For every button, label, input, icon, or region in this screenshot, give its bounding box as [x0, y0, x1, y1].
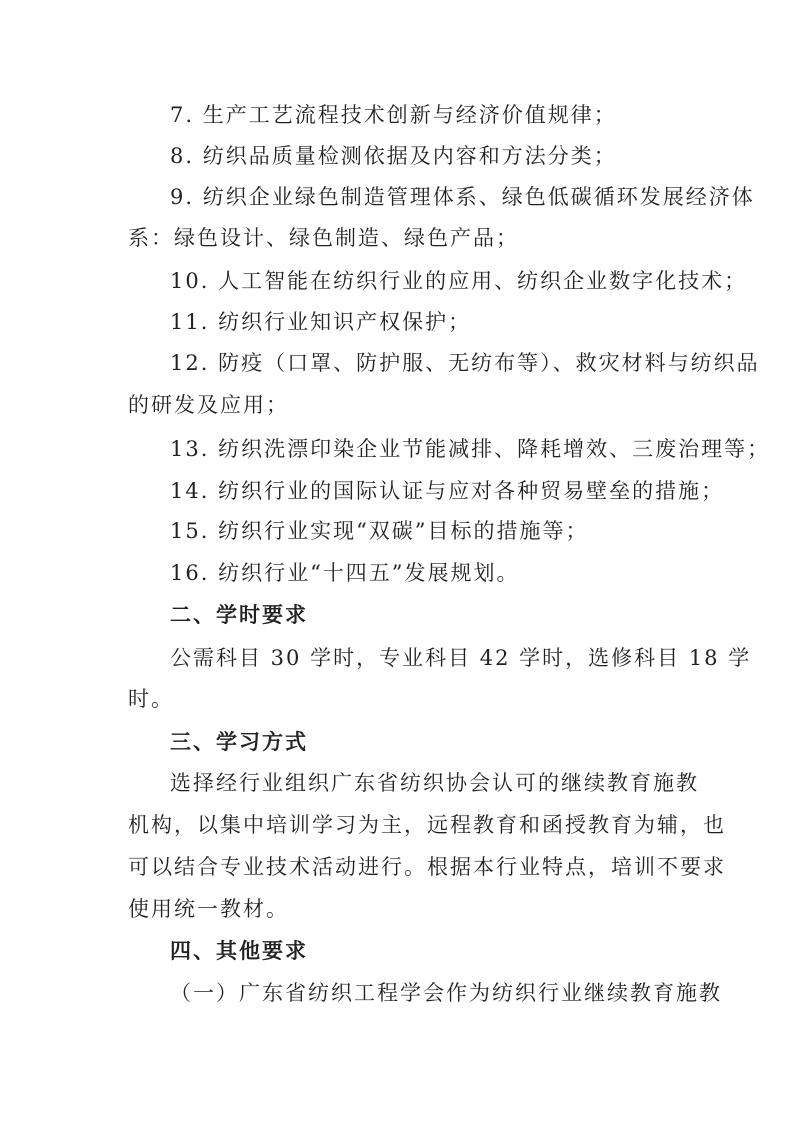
section-heading-study-hours: 二、学时要求 [170, 603, 308, 627]
paragraph-line: 公需科目 30 学时，专业科目 42 学时，选修科目 18 学 [170, 646, 752, 670]
paragraph-line: 时。 [128, 687, 174, 711]
section-heading-other-requirements: 四、其他要求 [170, 939, 308, 963]
list-item-8: 8. 纺织品质量检测依据及内容和方法分类； [170, 144, 617, 168]
list-item-14: 14. 纺织行业的国际认证与应对各种贸易壁垒的措施； [170, 479, 725, 503]
list-item-16: 16. 纺织行业“十四五”发展规划。 [170, 561, 520, 585]
list-item-12-continued: 的研发及应用； [128, 393, 289, 417]
list-item-12: 12. 防疫（口罩、防护服、无纺布等）、救灾材料与纺织品 [170, 351, 760, 375]
list-item-11: 11. 纺织行业知识产权保护； [170, 310, 472, 334]
list-item-9-continued: 系：绿色设计、绿色制造、绿色产品； [128, 226, 519, 250]
paragraph-line: 可以结合专业技术活动进行。根据本行业特点，培训不要求 [128, 855, 726, 879]
list-item-13: 13. 纺织洗漂印染企业节能减排、降耗增效、三废治理等； [170, 437, 771, 461]
paragraph-line: （一）广东省纺织工程学会作为纺织行业继续教育施教 [170, 981, 722, 1005]
paragraph-line: 使用统一教材。 [128, 897, 289, 921]
list-item-9: 9. 纺织企业绿色制造管理体系、绿色低碳循环发展经济体 [170, 185, 755, 209]
list-item-15: 15. 纺织行业实现“双碳”目标的措施等； [170, 519, 589, 543]
paragraph-line: 机构，以集中培训学习为主，远程教育和函授教育为辅，也 [128, 813, 726, 837]
paragraph-line: 选择经行业组织广东省纺织协会认可的继续教育施教 [170, 771, 699, 795]
list-item-10: 10. 人工智能在纺织行业的应用、纺织企业数字化技术； [170, 269, 748, 293]
section-heading-study-method: 三、学习方式 [170, 730, 308, 754]
list-item-7: 7. 生产工艺流程技术创新与经济价值规律； [170, 103, 617, 127]
